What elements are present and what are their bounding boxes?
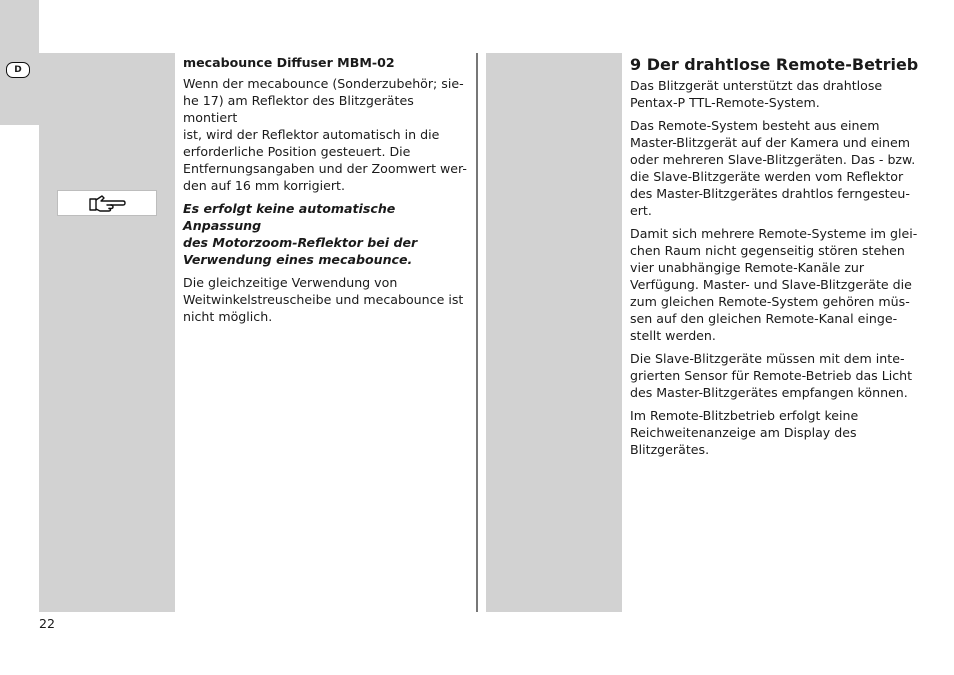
text-line: Wenn der mecabounce (Sonderzubehör; sie- <box>183 76 464 91</box>
text-line: die Slave-Blitzgeräte werden vom Reflektor <box>630 169 904 184</box>
chapter-title: 9 Der drahtlose Remote-Betrieb <box>630 55 919 74</box>
body-paragraph <box>630 77 920 111</box>
language-badge: D <box>6 62 30 78</box>
text-line: Verfügung. Master- und Slave-Blitzgeräte die <box>630 277 912 292</box>
text-line: Die gleichzeitige Verwendung von <box>183 275 398 290</box>
note-paragraph <box>183 274 468 325</box>
hint-box <box>57 190 157 216</box>
text-line: zum gleichen Remote-System gehören müs- <box>630 294 910 309</box>
text-line: stellt werden. <box>630 328 716 343</box>
text-line: Es erfolgt keine automatische Anpassung <box>183 201 396 233</box>
section-heading: mecabounce Diffuser MBM-02 <box>183 55 395 70</box>
text-line: oder mehreren Slave-Blitzgeräten. Das - bzw. <box>630 152 916 167</box>
text-line: des Master-Blitzgerätes drahtlos ferngesteu- <box>630 186 910 201</box>
text-line: Weitwinkelstreuscheibe und mecabounce ist <box>183 292 464 307</box>
text-line: erforderliche Position gesteuert. Die <box>183 144 411 159</box>
body-paragraph <box>630 225 920 344</box>
text-line: den auf 16 mm korrigiert. <box>183 178 345 193</box>
text-line: chen Raum nicht gegenseitig stören stehen <box>630 243 905 258</box>
text-line: nicht möglich. <box>183 309 273 324</box>
text-line: des Motorzoom-Reflektor bei der <box>183 235 418 250</box>
text-line: vier unabhängige Remote-Kanäle zur <box>630 260 865 275</box>
left-text-column <box>183 54 468 331</box>
text-line: Entfernungsangaben und der Zoomwert wer- <box>183 161 467 176</box>
text-line: sen auf den gleichen Remote-Kanal einge- <box>630 311 898 326</box>
body-paragraph <box>630 350 920 401</box>
text-line: Reichweitenanzeige am Display des <box>630 425 857 440</box>
text-line: Das Remote-System besteht aus einem <box>630 118 880 133</box>
text-line: Master-Blitzgerät auf der Kamera und einem <box>630 135 910 150</box>
body-paragraph <box>630 407 920 458</box>
body-paragraph <box>630 117 920 219</box>
intro-paragraph <box>183 75 468 194</box>
right-margin-band <box>486 53 622 612</box>
text-line: Damit sich mehrere Remote-Systeme im glei- <box>630 226 918 241</box>
pointing-hand-icon <box>87 193 127 213</box>
text-line: grierten Sensor für Remote-Betrieb das Licht <box>630 368 913 383</box>
left-margin-band <box>39 53 175 612</box>
text-line: des Master-Blitzgerätes empfangen können. <box>630 385 908 400</box>
text-line: Das Blitzgerät unterstützt das drahtlose <box>630 78 883 93</box>
column-divider <box>476 53 478 612</box>
page-number: 22 <box>39 616 56 631</box>
text-line: Pentax-P TTL-Remote-System. <box>630 95 820 110</box>
text-line: Die Slave-Blitzgeräte müssen mit dem inte- <box>630 351 905 366</box>
text-line: Im Remote-Blitzbetrieb erfolgt keine <box>630 408 859 423</box>
text-line: he 17) am Reflektor des Blitzgerätes montiert <box>183 93 414 125</box>
text-line: Verwendung eines mecabounce. <box>183 252 413 267</box>
text-line: ist, wird der Reflektor automatisch in die <box>183 127 440 142</box>
text-line: ert. <box>630 203 652 218</box>
text-line: Blitzgerätes. <box>630 442 710 457</box>
warning-paragraph <box>183 200 468 268</box>
right-text-column <box>630 54 920 464</box>
